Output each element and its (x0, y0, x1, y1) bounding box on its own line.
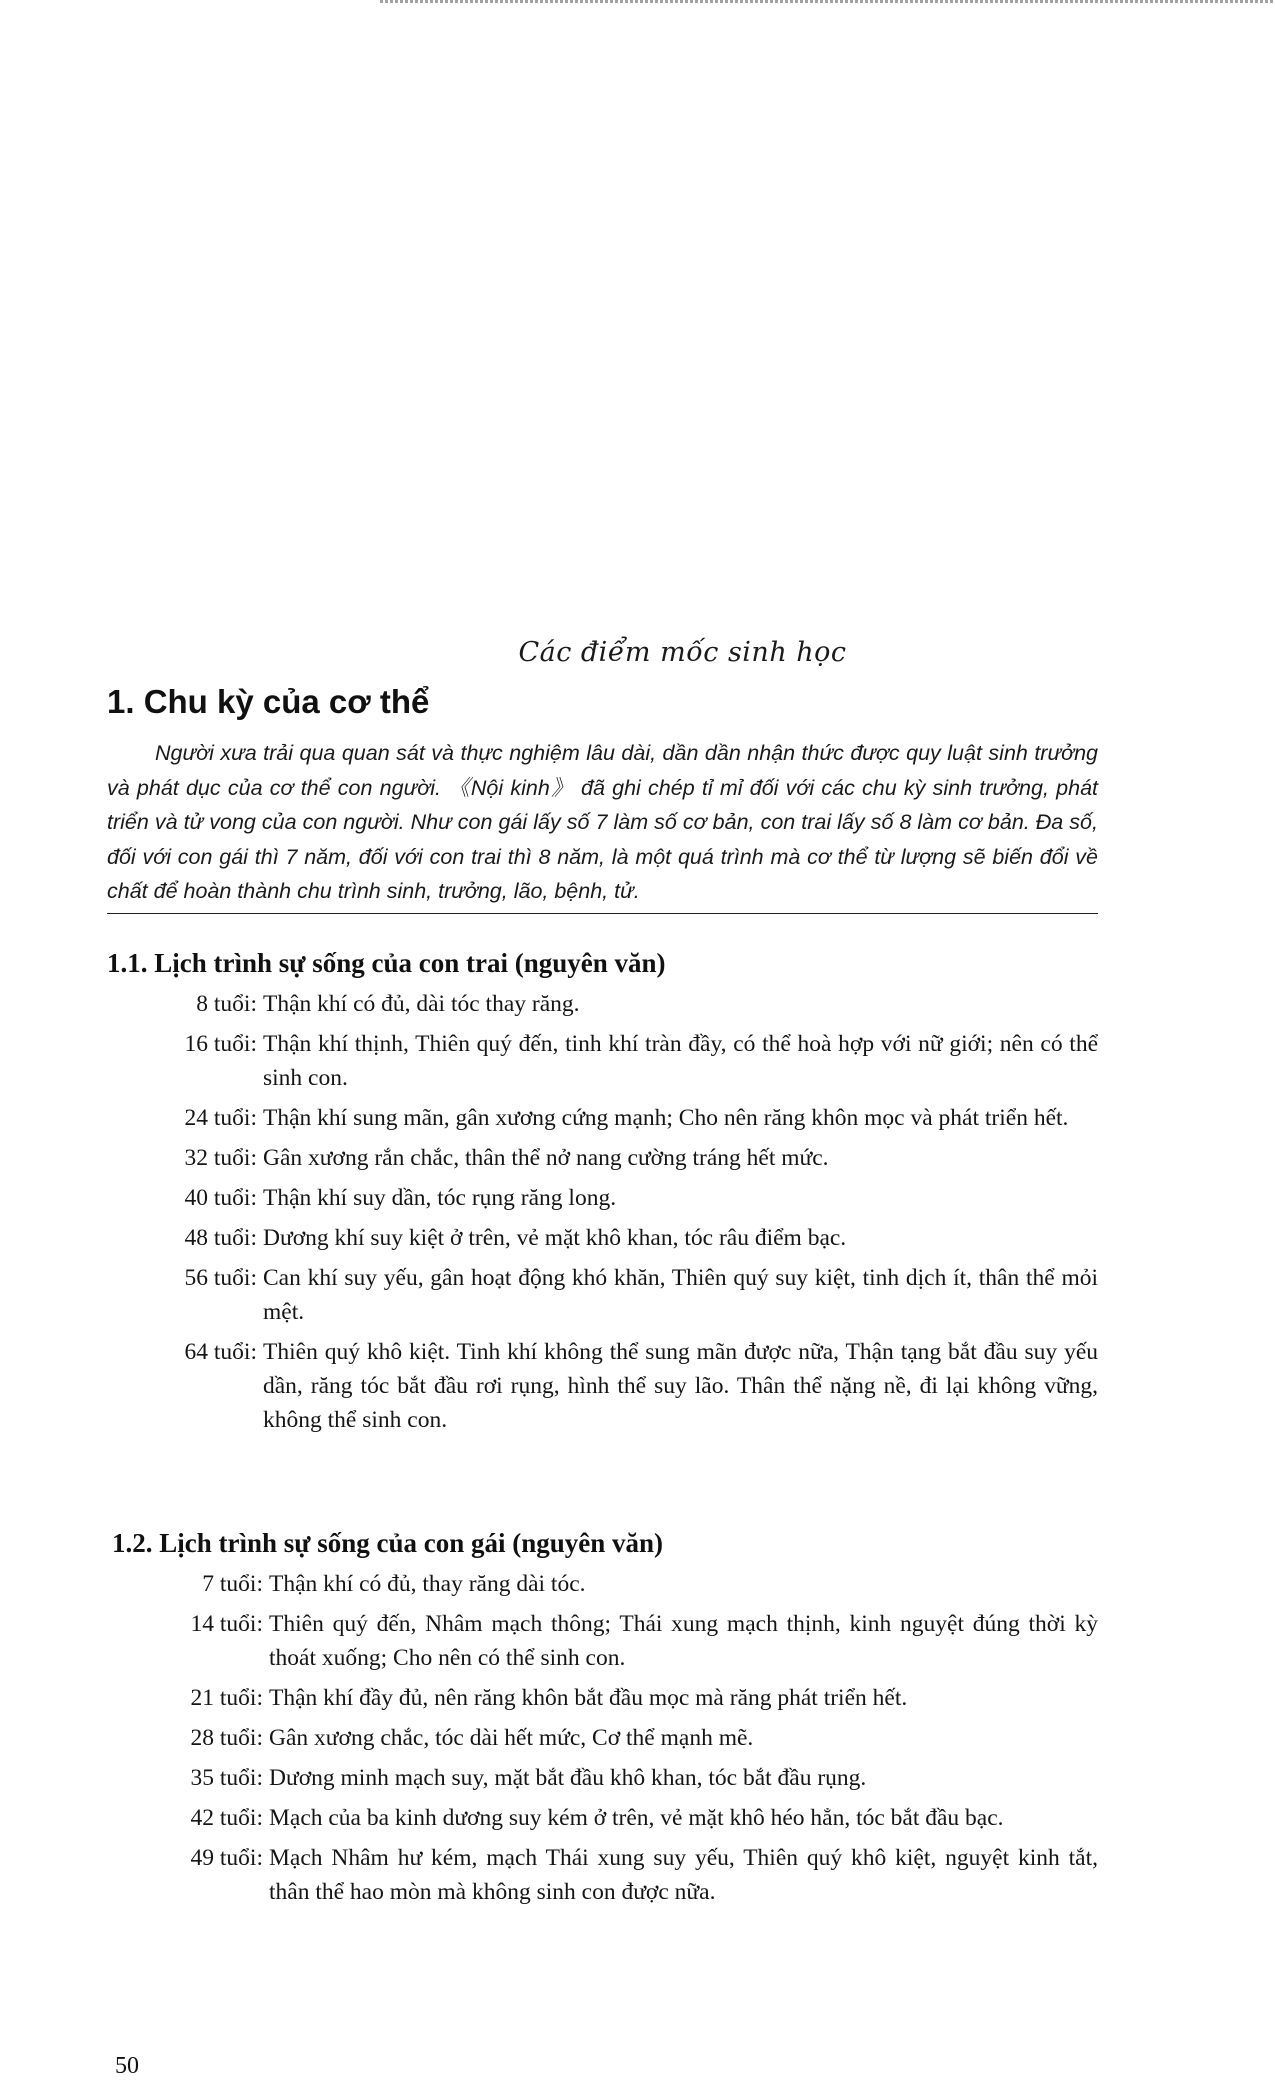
chapter-title: 1. Chu kỳ của cơ thể (107, 683, 430, 720)
girls-entry (155, 1567, 1098, 1601)
boys-entry (155, 1101, 1098, 1135)
boys-entry (155, 1335, 1098, 1437)
intro-divider (107, 913, 1098, 914)
entry-text: Gân xương chắc, tóc dài hết mức, Cơ thể mạnh mẽ. (269, 1725, 754, 1751)
entry-age: 7 tuổi: (202, 1571, 263, 1597)
entry-age: 24 tuổi: (184, 1105, 257, 1131)
girls-entry (155, 1681, 1098, 1715)
girls-entry (155, 1721, 1098, 1755)
entry-age: 32 tuổi: (184, 1145, 257, 1171)
girls-entry (155, 1607, 1098, 1675)
boys-entry (155, 1261, 1098, 1329)
entry-text: Thận khí đầy đủ, nên răng khôn bắt đầu mọc mà răng phát triển hết. (269, 1685, 908, 1711)
page-number: 50 (115, 2053, 139, 2079)
chapter-intro: Người xưa trải qua quan sát và thực nghiệm lâu dài, dần dần nhận thức được quy luật sinh trưởng và phát dục của cơ thể con người. 《Nội kinh》 đã ghi chép tỉ mỉ đối với các chu kỳ sinh trưởng, phát triển và tử vong của con người. Như con gái lấy số 7 làm số cơ bản, con trai lấy số 8 làm cơ bản. Đa số, đối với con gái thì 7 năm, đối với con trai thì 8 năm, là một quá trình mà cơ thể từ lượng sẽ biến đổi về chất để hoàn thành chu trình sinh, trưởng, lão, bệnh, tử. (107, 741, 1098, 903)
entry-age: 28 tuổi: (190, 1725, 263, 1751)
entry-age: 21 tuổi: (190, 1685, 263, 1711)
boys-entry (155, 1221, 1098, 1255)
section-kicker: Các điểm mốc sinh học (518, 637, 847, 668)
girls-entry (155, 1761, 1098, 1795)
entry-text: Thận khí thịnh, Thiên quý đến, tinh khí tràn đầy, có thể hoà hợp với nữ giới; nên có thể sinh con. (263, 1031, 1098, 1091)
boys-entry-list (155, 987, 1098, 1443)
entry-age: 42 tuổi: (190, 1805, 263, 1831)
entry-age: 8 tuổi: (196, 991, 257, 1017)
boys-entry (155, 1027, 1098, 1095)
entry-age: 56 tuổi: (184, 1265, 257, 1291)
entry-text: Thận khí suy dần, tóc rụng răng long. (263, 1185, 617, 1211)
entry-age: 48 tuổi: (184, 1225, 257, 1251)
boys-entry (155, 1141, 1098, 1175)
entry-text: Dương minh mạch suy, mặt bắt đầu khô khan, tóc bắt đầu rụng. (269, 1765, 867, 1791)
entry-text: Thiên quý đến, Nhâm mạch thông; Thái xung mạch thịnh, kinh nguyệt đúng thời kỳ thoát xuống; Cho nên có thể sinh con. (269, 1611, 1098, 1671)
girls-entry (155, 1841, 1098, 1909)
boys-entry (155, 1181, 1098, 1215)
entry-text: Mạch của ba kinh dương suy kém ở trên, vẻ mặt khô héo hẳn, tóc bắt đầu bạc. (269, 1805, 1004, 1831)
entry-text: Thận khí có đủ, dài tóc thay răng. (263, 991, 580, 1017)
entry-age: 49 tuổi: (190, 1845, 263, 1871)
entry-age: 14 tuổi: (190, 1611, 263, 1637)
entry-age: 16 tuổi: (184, 1031, 257, 1057)
girls-entry (155, 1801, 1098, 1835)
boys-heading: 1.1. Lịch trình sự sống của con trai (nguyên văn) (107, 948, 666, 978)
girls-entry-list (155, 1567, 1098, 1915)
entry-age: 40 tuổi: (184, 1185, 257, 1211)
girls-heading: 1.2. Lịch trình sự sống của con gái (nguyên văn) (112, 1528, 664, 1558)
entry-text: Thiên quý khô kiệt. Tinh khí không thể sung mãn được nữa, Thận tạng bắt đầu suy yếu dần, răng tóc bắt đầu rơi rụng, hình thể suy lão. Thân thể nặng nề, đi lại không vững, không thể sinh con. (263, 1339, 1098, 1433)
boys-entry (155, 987, 1098, 1021)
entry-text: Thận khí sung mãn, gân xương cứng mạnh; Cho nên răng khôn mọc và phát triển hết. (263, 1105, 1069, 1131)
entry-age: 64 tuổi: (184, 1339, 257, 1365)
entry-text: Can khí suy yếu, gân hoạt động khó khăn, Thiên quý suy kiệt, tinh dịch ít, thân thể mỏi mệt. (263, 1265, 1098, 1325)
entry-text: Thận khí có đủ, thay răng dài tóc. (269, 1571, 586, 1597)
entry-text: Gân xương rắn chắc, thân thể nở nang cường tráng hết mức. (263, 1145, 829, 1171)
entry-text: Dương khí suy kiệt ở trên, vẻ mặt khô khan, tóc râu điểm bạc. (263, 1225, 847, 1251)
entry-age: 35 tuổi: (190, 1765, 263, 1791)
entry-text: Mạch Nhâm hư kém, mạch Thái xung suy yếu, Thiên quý khô kiệt, nguyệt kinh tắt, thân thể hao mòn mà không sinh con được nữa. (269, 1845, 1098, 1905)
scan-top-edge (380, 0, 1275, 3)
